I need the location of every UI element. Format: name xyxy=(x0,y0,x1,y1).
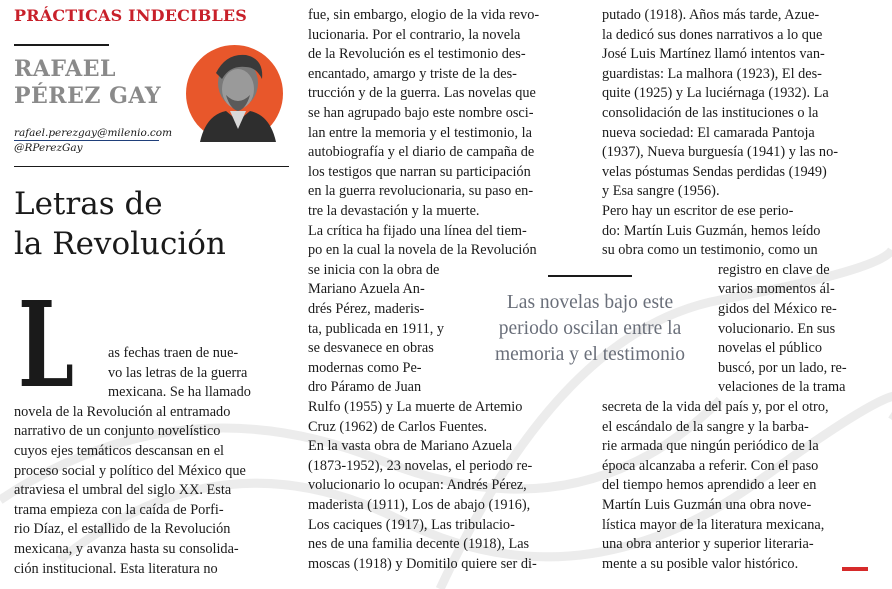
pull-quote-line: periodo oscilan entre la xyxy=(498,318,682,339)
text-line: proceso social y político del México que xyxy=(14,462,246,479)
text-line: drés Pérez, maderis- xyxy=(308,301,425,317)
text-line: mexicana, y avanza hasta su consolida- xyxy=(14,541,239,557)
divider xyxy=(14,166,289,167)
text-line: autobiografía y el diario de campaña de xyxy=(308,144,535,161)
author-photo xyxy=(186,45,283,142)
text-line: los testigos que narran su participación xyxy=(308,163,531,180)
text-line: maderista (1911), Los de abajo (1916), xyxy=(308,497,531,513)
text-line: as fechas traen de nue- xyxy=(108,345,239,361)
text-line: moscas (1918) y Domitilo quiere ser di- xyxy=(308,555,537,572)
text-line: fue, sin embargo, elogio de la vida revo- xyxy=(308,7,540,23)
text-line: atraviesa el umbral del siglo XX. Esta xyxy=(14,482,232,499)
text-line: consolidación de las instituciones o la xyxy=(602,105,819,121)
text-line: narrativo de un conjunto novelístico xyxy=(14,423,221,440)
text-line: secreta de la vida del país y, por el otro, xyxy=(602,399,829,415)
author-email[interactable]: rafael.perezgay@milenio.com xyxy=(14,127,173,139)
email-underline xyxy=(14,140,159,141)
text-line: nueva sociedad: El camarada Pantoja xyxy=(602,124,815,141)
text-line: cuyos ejes temáticos descansan en el xyxy=(14,443,225,459)
text-line: su obra como un testimonio, como un xyxy=(602,242,818,259)
text-line: Los caciques (1917), Las tribulacio- xyxy=(308,516,515,533)
text-line: mexicana. Se ha llamado xyxy=(108,384,251,401)
text-line: volucionario. En sus xyxy=(718,320,836,337)
text-line: quite (1925) y La luciérnaga (1932). La xyxy=(602,85,829,102)
text-line: velas póstumas Sendas perdidas (1949) xyxy=(602,163,827,180)
text-line: dro Páramo de Juan xyxy=(308,379,422,396)
author-last-name: PÉREZ GAY xyxy=(14,83,162,109)
text-line: (1937), Nueva burguesía (1941) y las no- xyxy=(602,144,838,161)
text-line: se inicia con la obra de xyxy=(308,261,440,278)
text-line: ción institucional. Esta literatura no xyxy=(14,560,218,577)
title-line: Letras de xyxy=(14,186,163,222)
text-line: varios momentos ál- xyxy=(718,281,835,298)
text-line: en la guerra revolucionaria, su paso en- xyxy=(308,183,534,200)
text-line: velaciones de la trama xyxy=(718,379,846,396)
pull-quote-line: memoria y el testimonio xyxy=(494,344,686,365)
text-line: putado (1918). Años más tarde, Azue- xyxy=(602,7,820,23)
text-line: modernas como Pe- xyxy=(308,359,422,376)
text-line: época alcanzaba a referir. Con el paso xyxy=(602,457,819,474)
text-line: rie armada que ningún periódico de la xyxy=(602,438,819,455)
text-line: gidos del México re- xyxy=(718,301,837,317)
text-line: una obra anterior y superior literaria- xyxy=(602,536,814,553)
text-line: tre la devastación y la muerte. xyxy=(308,203,480,219)
text-line: Rulfo (1955) y La muerte de Artemio xyxy=(308,399,523,415)
text-line: buscó, por un lado, re- xyxy=(718,359,847,376)
divider xyxy=(14,44,109,46)
author-name xyxy=(14,56,161,110)
text-line: novela de la Revolución al entramado xyxy=(14,403,231,420)
text-line: novelas el público xyxy=(718,340,823,357)
text-line: ta, publicada en 1911, y xyxy=(308,320,445,337)
text-line: mente a su posible valor histórico. xyxy=(602,555,799,572)
text-line: Pero hay un escritor de ese perio- xyxy=(602,203,794,219)
author-handle[interactable]: @RPerezGay xyxy=(14,142,83,154)
text-line: vo las letras de la guerra xyxy=(108,364,248,381)
text-line: Martín Luis Guzmán una obra nove- xyxy=(602,497,812,513)
text-line: el escándalo de la sangre y la barba- xyxy=(602,418,809,435)
text-line: registro en clave de xyxy=(718,261,830,278)
text-line: rio Díaz, el estallido de la Revolución xyxy=(14,521,231,538)
text-line: Cruz (1962) de Carlos Fuentes. xyxy=(308,418,488,435)
text-line: del tiempo hemos aprendido a leer en xyxy=(602,477,817,494)
text-line: trucción y de la guerra. Las novelas que xyxy=(308,85,536,102)
text-line: Mariano Azuela An- xyxy=(308,281,425,298)
text-line: José Luis Martínez llamó intentos van- xyxy=(602,46,825,63)
text-line: lucionaria. Por el contrario, la novela xyxy=(308,26,521,43)
text-line: do: Martín Luis Guzmán, hemos leído xyxy=(602,222,821,239)
text-line: la dedicó sus dones narrativos a lo que xyxy=(602,26,823,43)
drop-cap xyxy=(18,275,74,414)
text-line: lística mayor de la literatura mexicana, xyxy=(602,516,825,533)
text-line: po en la cual la novela de la Revolución xyxy=(308,242,537,259)
text-line: (1873-1952), 23 novelas, el periodo re- xyxy=(308,457,533,474)
author-portrait-icon xyxy=(186,45,283,142)
text-line: trama empieza con la caída de Porfi- xyxy=(14,501,224,518)
text-line: encantado, amargo y triste de la des- xyxy=(308,65,517,82)
text-line: se desvanece en obras xyxy=(308,340,434,357)
title-line: la Revolución xyxy=(14,226,226,262)
pull-quote xyxy=(474,290,706,368)
text-line: guardistas: La malhora (1923), El des- xyxy=(602,65,822,82)
drop-cap-letter: L xyxy=(18,275,74,414)
text-line: de la Revolución es el testimonio des- xyxy=(308,46,526,63)
text-line: y Esa sangre (1956). xyxy=(602,183,720,200)
text-line: En la vasta obra de Mariano Azuela xyxy=(308,438,513,455)
article-title xyxy=(14,184,226,264)
text-line: nes de una familia decente (1918), Las xyxy=(308,536,530,553)
pull-quote-line: Las novelas bajo este xyxy=(506,292,674,313)
author-first-name: RAFAEL xyxy=(14,56,116,82)
text-line: La crítica ha fijado una línea del tiem- xyxy=(308,222,527,239)
section-label: PRÁCTICAS INDECIBLES xyxy=(14,6,248,25)
pull-quote-rule xyxy=(548,275,632,277)
text-line: volucionario lo ocupan: Andrés Pérez, xyxy=(308,477,527,494)
end-mark xyxy=(842,567,868,571)
text-line: lan entre la memoria y el testimonio, la xyxy=(308,124,532,141)
text-line: se han agrupado bajo este nombre osci- xyxy=(308,105,534,121)
